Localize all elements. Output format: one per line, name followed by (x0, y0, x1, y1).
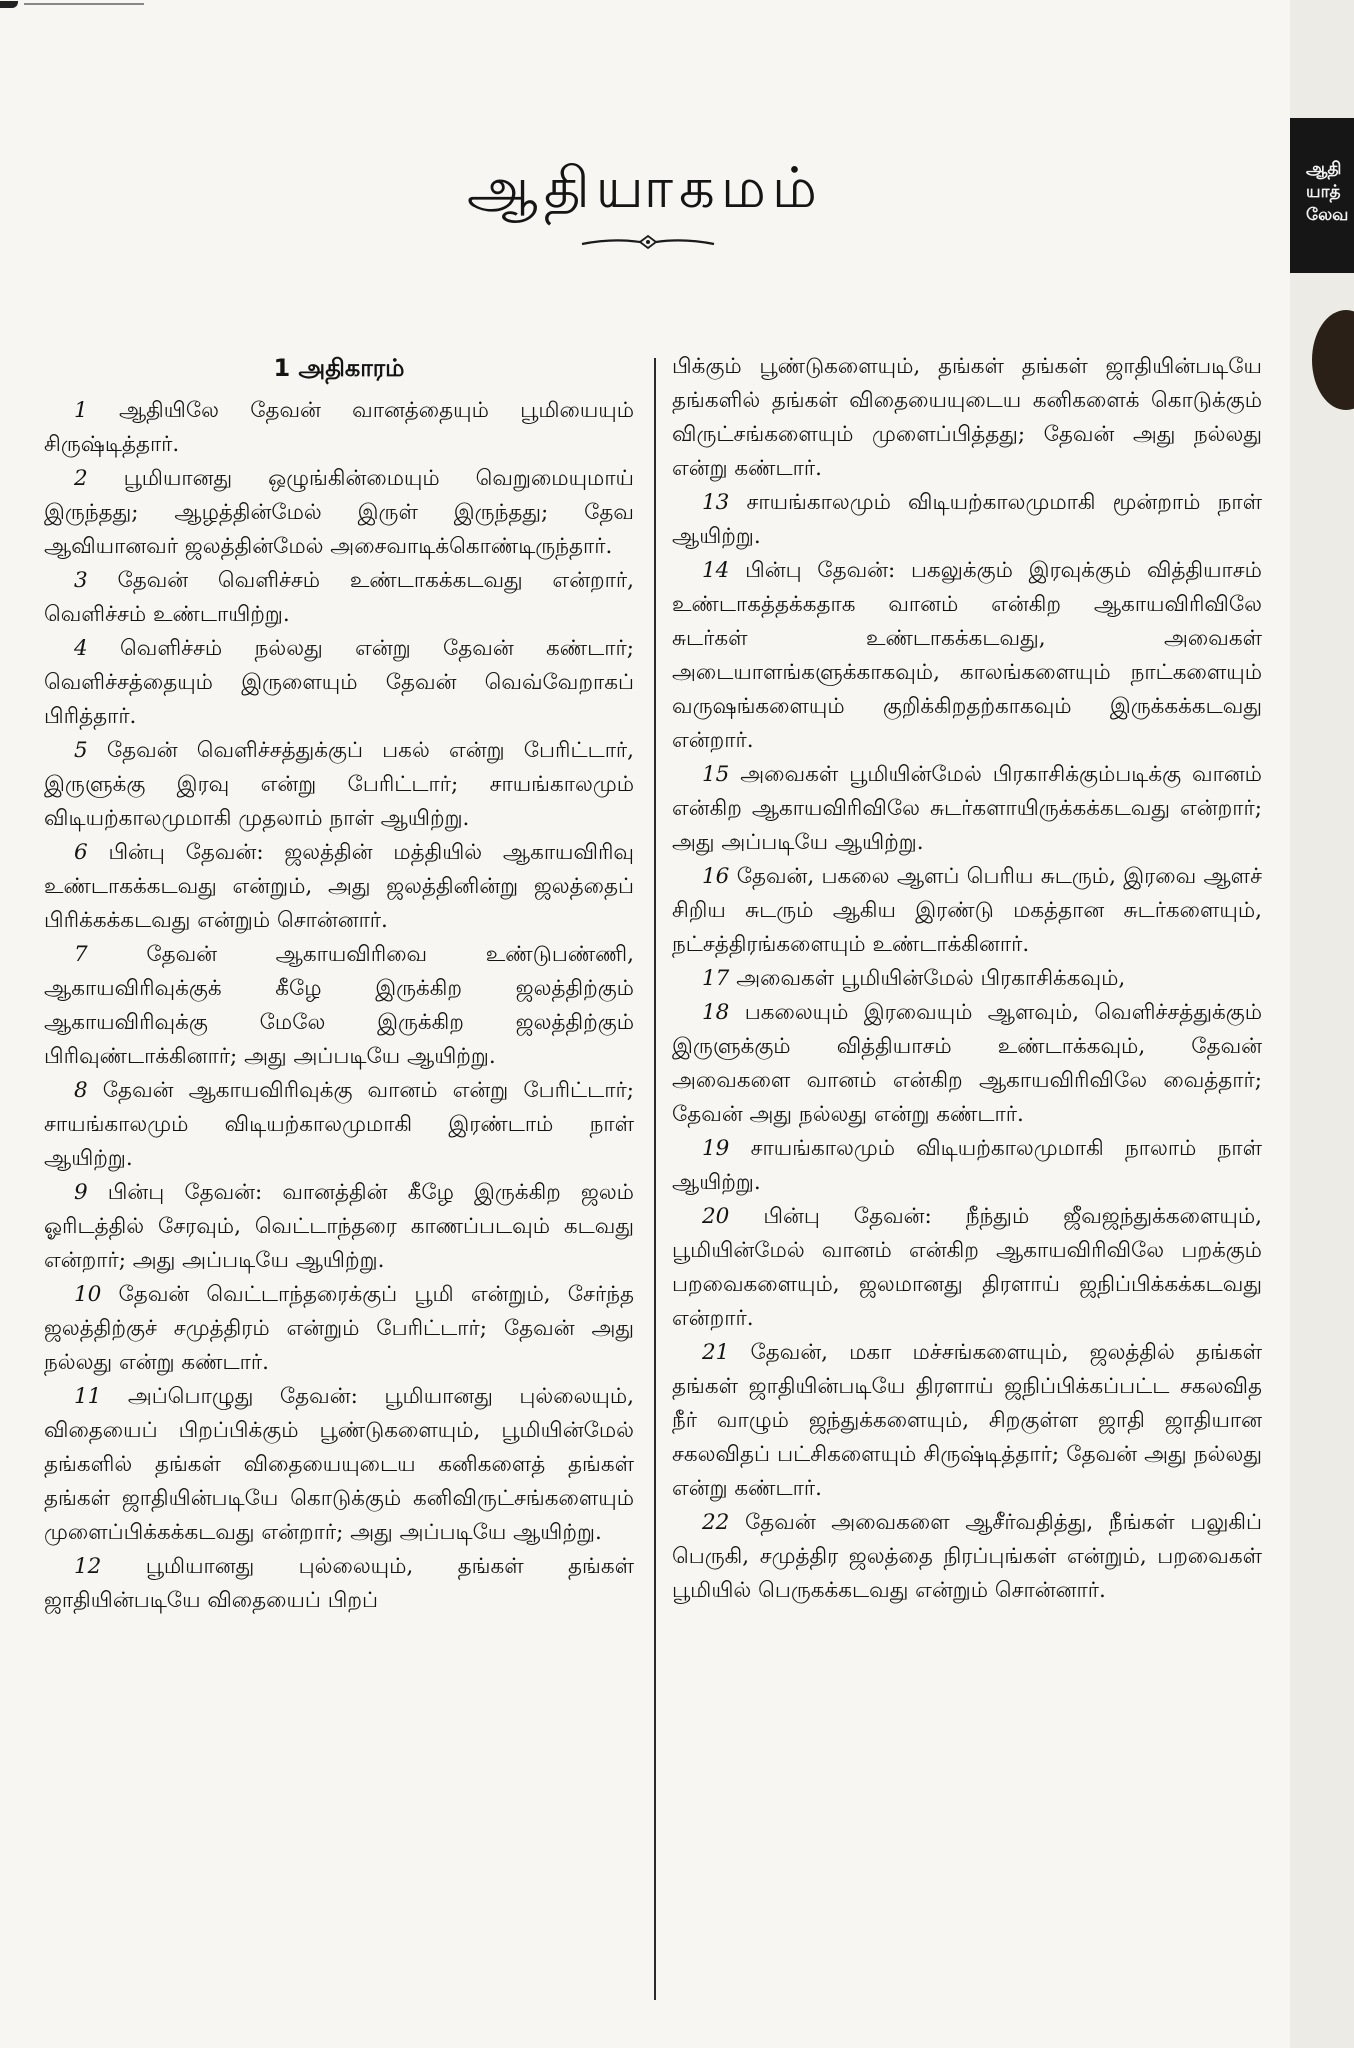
page-edge (1290, 0, 1354, 2048)
verse-number: 22 (702, 1510, 730, 1535)
title-ornament (578, 232, 718, 252)
verse-number: 19 (702, 1136, 730, 1161)
verse-text: தேவன், மகா மச்சங்களையும், ஜலத்தில் தங்கள் தங்கள் ஜாதியின்படியே திரளாய் ஜநிப்பிக்கப்பட்ட சகலவித நீர் வாழும் ஜந்துக்களையும், சிறகுள்ள ஜாதி ஜாதியான சகலவிதப் பட்சிகளையும் சிருஷ்டித்தார்; தேவன் அது நல்லது என்று கண்டார். (672, 1340, 1262, 1501)
verse-number: 1 (74, 398, 88, 423)
verse (44, 938, 634, 1074)
verse-text: பின்பு தேவன்: வானத்தின் கீழே இருக்கிற ஜலம் ஓரிடத்தில் சேரவும், வெட்டாந்தரை காணப்படவும் கடவது என்றார்; அது அப்படியே ஆயிற்று. (44, 1180, 634, 1273)
verse-number: 7 (74, 942, 88, 967)
verse-text: அப்பொழுது தேவன்: பூமியானது புல்லையும், விதையைப் பிறப்பிக்கும் பூண்டுகளையும், பூமியின்மேல் தங்களில் தங்கள் விதையையுடைய கனிகளைத் தங்கள் தங்கள் ஜாதியின்படியே கொடுக்கும் கனிவிருட்சங்களையும் முளைப்பிக்கக்கடவது என்றார்; அது அப்படியே ஆயிற்று. (44, 1384, 634, 1545)
verse-number: 15 (702, 762, 730, 787)
chapter-heading: 1 அதிகாரம் (273, 354, 405, 382)
verse (44, 564, 634, 632)
verse (672, 1132, 1262, 1200)
verse-number: 6 (74, 840, 88, 865)
verse (672, 1200, 1262, 1336)
verse (672, 486, 1262, 554)
corner-mark (0, 0, 180, 8)
verse (44, 632, 634, 734)
verse (44, 1550, 634, 1618)
verse-number: 18 (702, 1000, 730, 1025)
verse-text: தேவன் வெளிச்சத்துக்குப் பகல் என்று பேரிட்டார், இருளுக்கு இரவு என்று பேரிட்டார்; சாயங்காலமும் விடியற்காலமுமாகி முதலாம் நாள் ஆயிற்று. (44, 738, 634, 831)
verse-text: பின்பு தேவன்: பகலுக்கும் இரவுக்கும் வித்தியாசம் உண்டாகத்தக்கதாக வானம் என்கிற ஆகாயவிரிவிலே சுடர்கள் உண்டாகக்கடவது, அவைகள் அடையாளங்களுக்காகவும், காலங்களையும் நாட்களையும் வருஷங்களையும் குறிக்கிறதற்காகவும் இருக்கக்கடவது என்றார். (672, 558, 1262, 753)
thumb-index-tab[interactable] (1290, 118, 1354, 273)
verse-text: தேவன் வெட்டாந்தரைக்குப் பூமி என்றும், சேர்ந்த ஜலத்திற்குச் சமுத்திரம் என்றும் பேரிட்டார்; தேவன் அது நல்லது என்று கண்டார். (44, 1282, 634, 1375)
verse-number: 13 (702, 490, 730, 515)
verse-number: 10 (74, 1282, 102, 1307)
verse-text: பகலையும் இரவையும் ஆளவும், வெளிச்சத்துக்கும் இருளுக்கும் வித்தியாசம் உண்டாக்கவும், தேவன் அவைகளை வானம் என்கிற ஆகாயவிரிவிலே வைத்தார்; தேவன் அது நல்லது என்று கண்டார். (672, 1000, 1262, 1127)
verse (672, 860, 1262, 962)
verse-number: 8 (74, 1078, 88, 1103)
verse-number: 3 (74, 568, 88, 593)
verse (672, 962, 1262, 996)
verse-text: சாயங்காலமும் விடியற்காலமுமாகி மூன்றாம் நாள் ஆயிற்று. (672, 490, 1262, 549)
book-title: ஆதியாகமம் (467, 155, 823, 221)
verse-text: ஆதியிலே தேவன் வானத்தையும் பூமியையும் சிருஷ்டித்தார். (44, 398, 634, 457)
verse-number: 14 (702, 558, 730, 583)
verse-text: பின்பு தேவன்: ஜலத்தின் மத்தியில் ஆகாயவிரிவு உண்டாகக்கடவது என்றும், அது ஜலத்தினின்று ஜலத்தைப் பிரிக்கக்கடவது என்றும் சொன்னார். (44, 840, 634, 933)
verse-text: சாயங்காலமும் விடியற்காலமுமாகி நாலாம் நாள் ஆயிற்று. (672, 1136, 1262, 1195)
thumb-tab-label-2: யாத் (1306, 182, 1341, 202)
verse-text: தேவன் ஆகாயவிரிவை உண்டுபண்ணி, ஆகாயவிரிவுக்குக் கீழே இருக்கிற ஜலத்திற்கும் ஆகாயவிரிவுக்கு மேலே இருக்கிற ஜலத்திற்கும் பிரிவுண்டாக்கினார்; அது அப்படியே ஆயிற்று. (44, 942, 634, 1069)
verse-text: பின்பு தேவன்: நீந்தும் ஜீவஜந்துக்களையும், பூமியின்மேல் வானம் என்கிற ஆகாயவிரிவிலே பறக்கும் பறவைகளையும், ஜலமானது திரளாய் ஜநிப்பிக்கக்கடவது என்றார். (672, 1204, 1262, 1331)
verse-number: 21 (702, 1340, 730, 1365)
verse (44, 1278, 634, 1380)
verse-number: 9 (74, 1180, 88, 1205)
verse-number: 4 (74, 636, 88, 661)
verse (672, 1336, 1262, 1506)
verse-text: அவைகள் பூமியின்மேல் பிரகாசிக்கும்படிக்கு வானம் என்கிற ஆகாயவிரிவிலே சுடர்களாயிருக்கக்கடவது என்றார்; அது அப்படியே ஆயிற்று. (672, 762, 1262, 855)
verse (44, 734, 634, 836)
right-column (672, 350, 1262, 1608)
verse-number: 20 (702, 1204, 730, 1229)
verse-text: அவைகள் பூமியின்மேல் பிரகாசிக்கவும், (736, 966, 1126, 991)
verse (44, 394, 634, 462)
verse (44, 1074, 634, 1176)
verse-text: பூமியானது புல்லையும், தங்கள் தங்கள் ஜாதியின்படியே விதையைப் பிறப் (44, 1554, 634, 1613)
verse (44, 836, 634, 938)
verse-number: 5 (74, 738, 88, 763)
verse-text: தேவன் அவைகளை ஆசீர்வதித்து, நீங்கள் பலுகிப் பெருகி, சமுத்திர ஜலத்தை நிரப்புங்கள் என்றும், பறவைகள் பூமியில் பெருகக்கடவது என்றும் சொன்னார். (672, 1510, 1262, 1603)
verse (672, 758, 1262, 860)
verse-text: தேவன், பகலை ஆளப் பெரிய சுடரும், இரவை ஆளச் சிறிய சுடரும் ஆகிய இரண்டு மகத்தான சுடர்களையும், நட்சத்திரங்களையும் உண்டாக்கினார். (672, 864, 1262, 957)
verse-text: தேவன் ஆகாயவிரிவுக்கு வானம் என்று பேரிட்டார்; சாயங்காலமும் விடியற்காலமுமாகி இரண்டாம் நாள் ஆயிற்று. (44, 1078, 634, 1171)
verse-number: 11 (74, 1384, 102, 1409)
verse-text: பிக்கும் பூண்டுகளையும், தங்கள் தங்கள் ஜாதியின்படியே தங்களில் தங்கள் விதையையுடைய கனிகளைக் கொடுக்கும் விருட்சங்களையும் முளைப்பித்தது; தேவன் அது நல்லது என்று கண்டார். (672, 354, 1262, 481)
verse (672, 996, 1262, 1132)
thumb-tab-label-1: ஆதி (1306, 159, 1342, 179)
verse (44, 1176, 634, 1278)
verse-text: வெளிச்சம் நல்லது என்று தேவன் கண்டார்; வெளிச்சத்தையும் இருளையும் தேவன் வெவ்வேறாகப் பிரித்தார். (44, 636, 634, 729)
thumb-tab-label-3: லேவ (1306, 205, 1349, 225)
left-column (44, 352, 634, 1618)
verse-text: பூமியானது ஒழுங்கின்மையும் வெறுமையுமாய் இருந்தது; ஆழத்தின்மேல் இருள் இருந்தது; தேவ ஆவியானவர் ஜலத்தின்மேல் அசைவாடிக்கொண்டிருந்தார். (44, 466, 634, 559)
verse (44, 462, 634, 564)
verse-text: தேவன் வெளிச்சம் உண்டாகக்கடவது என்றார், வெளிச்சம் உண்டாயிற்று. (44, 568, 634, 627)
verse (672, 1506, 1262, 1608)
verse (672, 554, 1262, 758)
verse-number: 2 (74, 466, 88, 491)
column-rule (654, 358, 656, 2000)
verse-number: 12 (74, 1554, 102, 1579)
verse (672, 350, 1262, 486)
verse-number: 16 (702, 864, 730, 889)
verse-number: 17 (702, 966, 730, 991)
verse (44, 1380, 634, 1550)
